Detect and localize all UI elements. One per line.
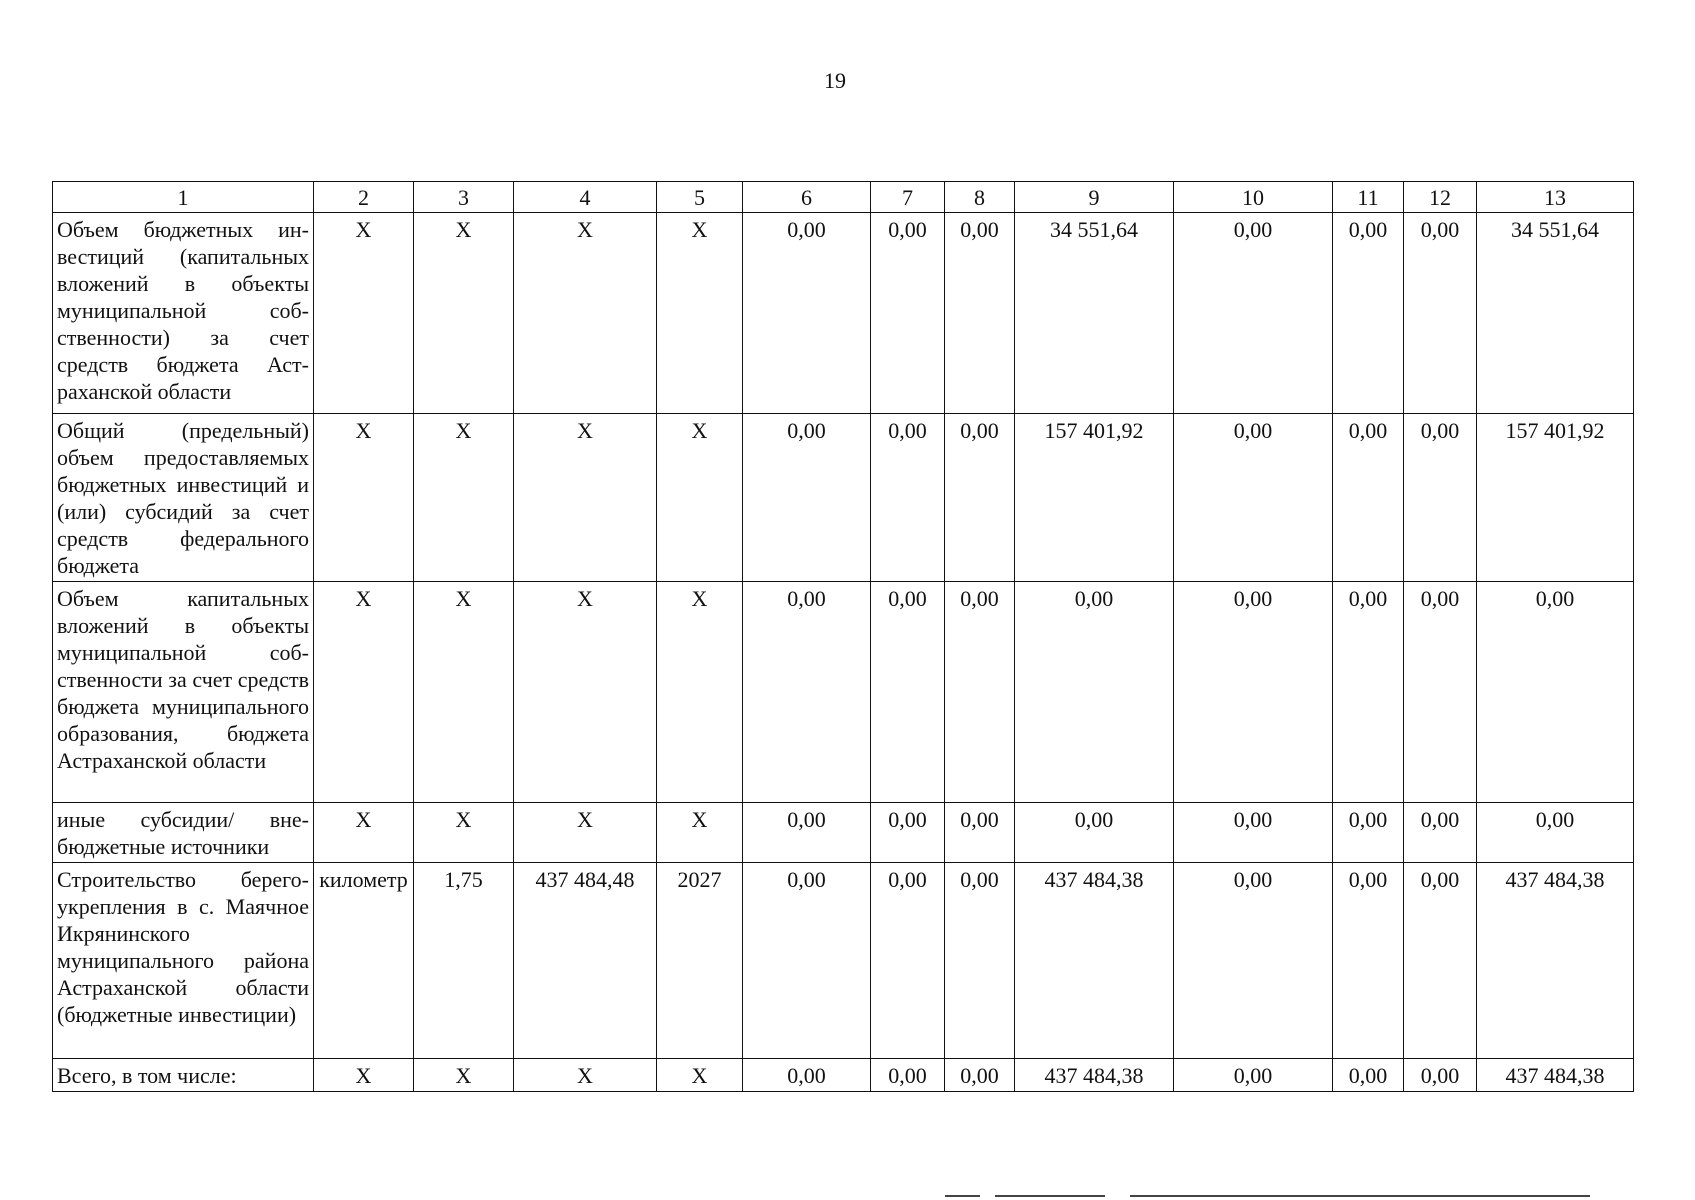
column-number: 9 bbox=[1015, 182, 1174, 213]
table-cell: 0,00 bbox=[945, 414, 1015, 582]
scan-artifact-line bbox=[995, 1195, 1105, 1197]
table-cell: 0,00 bbox=[871, 803, 945, 863]
column-number: 5 bbox=[657, 182, 743, 213]
table-cell: X bbox=[414, 582, 514, 803]
table-cell: X bbox=[514, 803, 657, 863]
table-cell: X bbox=[314, 1059, 414, 1092]
row-description: иные субсидии/ внебюджетные источники bbox=[53, 803, 314, 863]
table-cell: 0,00 bbox=[1404, 414, 1477, 582]
table-cell: 34 551,64 bbox=[1015, 213, 1174, 414]
table-cell: 0,00 bbox=[871, 414, 945, 582]
table-cell: 0,00 bbox=[1174, 414, 1333, 582]
table-cell: 0,00 bbox=[1174, 803, 1333, 863]
table-cell: X bbox=[414, 414, 514, 582]
row-description: Объем бюджетных инвестиций (капитальных вложений в объекты муниципальной собственности) за счет средств бюджета Астраханской области bbox=[53, 213, 314, 414]
table-cell: 0,00 bbox=[1174, 582, 1333, 803]
table-cell: 437 484,38 bbox=[1015, 863, 1174, 1059]
column-number: 6 bbox=[743, 182, 871, 213]
table-cell: 0,00 bbox=[743, 863, 871, 1059]
table-cell: 0,00 bbox=[1174, 213, 1333, 414]
table-cell: X bbox=[314, 803, 414, 863]
column-number: 7 bbox=[871, 182, 945, 213]
column-number: 1 bbox=[53, 182, 314, 213]
table-cell: 0,00 bbox=[743, 803, 871, 863]
scan-artifact-line bbox=[1130, 1195, 1590, 1197]
table-cell: 0,00 bbox=[1174, 1059, 1333, 1092]
table-cell: 0,00 bbox=[1404, 803, 1477, 863]
table-row bbox=[53, 213, 1634, 414]
table-cell: 0,00 bbox=[743, 213, 871, 414]
table-cell: X bbox=[314, 414, 414, 582]
table-cell: 0,00 bbox=[871, 1059, 945, 1092]
table-cell: 0,00 bbox=[1333, 582, 1404, 803]
row-description: Всего, в том числе: bbox=[53, 1059, 314, 1092]
table-cell: 0,00 bbox=[1404, 1059, 1477, 1092]
page-number: 19 bbox=[824, 68, 846, 93]
table-cell: 0,00 bbox=[945, 803, 1015, 863]
row-description: Строительство берегоукрепления в с. Маячное Икрянинского муниципального района Астраханской области (бюджетные инвестиции) bbox=[53, 863, 314, 1059]
table-cell: X bbox=[514, 582, 657, 803]
column-number: 4 bbox=[514, 182, 657, 213]
table-cell: 0,00 bbox=[945, 1059, 1015, 1092]
table-cell: 0,00 bbox=[1333, 1059, 1404, 1092]
table-cell: 34 551,64 bbox=[1477, 213, 1634, 414]
table-row bbox=[53, 803, 1634, 863]
table-cell: X bbox=[414, 803, 514, 863]
table-cell: 0,00 bbox=[945, 863, 1015, 1059]
table-cell: 0,00 bbox=[1333, 863, 1404, 1059]
scan-artifact-line bbox=[945, 1195, 980, 1197]
table-cell: X bbox=[657, 414, 743, 582]
table-cell: X bbox=[514, 213, 657, 414]
table-cell: X bbox=[657, 803, 743, 863]
table-cell: X bbox=[414, 213, 514, 414]
table-cell: X bbox=[657, 1059, 743, 1092]
table-cell: 0,00 bbox=[1333, 414, 1404, 582]
table-cell: 0,00 bbox=[871, 213, 945, 414]
table-cell: 0,00 bbox=[1404, 582, 1477, 803]
row-description: Объем капитальных вложений в объекты муниципальной собственности за счет средств бюджета муниципального образования, бюджета Астраханской области bbox=[53, 582, 314, 803]
table-cell: X bbox=[657, 213, 743, 414]
table-cell: 0,00 bbox=[1333, 803, 1404, 863]
table-cell: 0,00 bbox=[1404, 213, 1477, 414]
table-cell: 0,00 bbox=[1477, 582, 1634, 803]
table-cell: 0,00 bbox=[1333, 213, 1404, 414]
table-cell: X bbox=[414, 1059, 514, 1092]
column-number: 8 bbox=[945, 182, 1015, 213]
table-row bbox=[53, 863, 1634, 1059]
table-cell: 1,75 bbox=[414, 863, 514, 1059]
table-cell: X bbox=[314, 213, 414, 414]
table-cell: 437 484,38 bbox=[1015, 1059, 1174, 1092]
table-cell: 0,00 bbox=[743, 1059, 871, 1092]
table-cell: 0,00 bbox=[1015, 803, 1174, 863]
table-cell: 0,00 bbox=[1404, 863, 1477, 1059]
table-cell: 0,00 bbox=[945, 213, 1015, 414]
total-row bbox=[53, 1059, 1634, 1092]
table-cell: 157 401,92 bbox=[1477, 414, 1634, 582]
table-cell: 437 484,38 bbox=[1477, 863, 1634, 1059]
table-cell: 437 484,38 bbox=[1477, 1059, 1634, 1092]
column-number: 10 bbox=[1174, 182, 1333, 213]
table-cell: 0,00 bbox=[1477, 803, 1634, 863]
row-description: Общий (предельный) объем предоставляемых бюджетных инвестиций и (или) субсидий за счет средств федерального бюджета bbox=[53, 414, 314, 582]
table-row bbox=[53, 414, 1634, 582]
table-cell: X bbox=[514, 1059, 657, 1092]
column-number: 12 bbox=[1404, 182, 1477, 213]
column-number: 3 bbox=[414, 182, 514, 213]
table-cell: 437 484,48 bbox=[514, 863, 657, 1059]
table-cell: 0,00 bbox=[871, 582, 945, 803]
column-number-row bbox=[53, 182, 1634, 213]
budget-table bbox=[52, 181, 1634, 1092]
table-cell: X bbox=[314, 582, 414, 803]
column-number: 13 bbox=[1477, 182, 1634, 213]
table-cell: километр bbox=[314, 863, 414, 1059]
table-cell: 0,00 bbox=[945, 582, 1015, 803]
table-cell: X bbox=[514, 414, 657, 582]
table-cell: 157 401,92 bbox=[1015, 414, 1174, 582]
table-cell: 2027 bbox=[657, 863, 743, 1059]
column-number: 11 bbox=[1333, 182, 1404, 213]
table-cell: X bbox=[657, 582, 743, 803]
table-row bbox=[53, 582, 1634, 803]
table-cell: 0,00 bbox=[743, 582, 871, 803]
column-number: 2 bbox=[314, 182, 414, 213]
table-cell: 0,00 bbox=[1015, 582, 1174, 803]
table-cell: 0,00 bbox=[1174, 863, 1333, 1059]
table-cell: 0,00 bbox=[743, 414, 871, 582]
table-cell: 0,00 bbox=[871, 863, 945, 1059]
